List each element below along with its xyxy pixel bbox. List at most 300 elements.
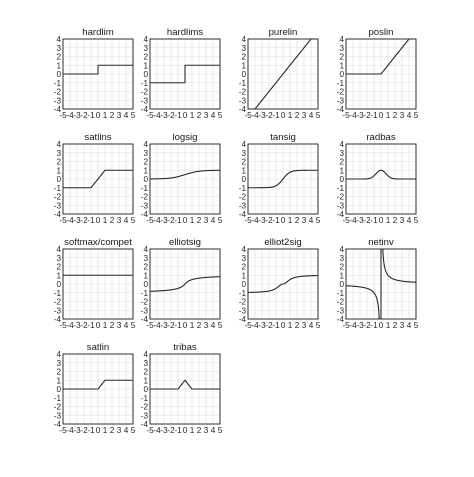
x-tick-label: 3 — [116, 426, 122, 435]
panel-title: logsig — [172, 132, 198, 143]
y-tick-label: -2 — [53, 87, 61, 97]
x-tick-label: 3 — [116, 111, 122, 120]
x-tick-label: 0 — [280, 111, 286, 120]
x-tick-label: 0 — [95, 426, 101, 435]
x-tick-label: -4 — [66, 111, 74, 120]
y-tick-label: -4 — [140, 420, 148, 429]
x-tick-label: -5 — [244, 321, 252, 330]
y-tick-label: -3 — [238, 201, 246, 211]
x-tick-label: -3 — [356, 321, 364, 330]
x-tick-label: -4 — [153, 426, 161, 435]
y-tick-label: 1 — [143, 271, 148, 281]
y-tick-label: 0 — [339, 175, 344, 184]
x-tick-label: 5 — [217, 321, 223, 330]
x-tick-label: -2 — [363, 321, 371, 330]
x-tick-label: -3 — [160, 321, 168, 330]
y-tick-label: -3 — [336, 201, 344, 211]
x-tick-label: -5 — [146, 321, 154, 330]
y-tick-label: -4 — [140, 210, 148, 219]
x-tick-label: -1 — [174, 216, 182, 225]
x-tick-label: 5 — [130, 111, 136, 120]
x-tick-label: 1 — [287, 216, 293, 225]
y-tick-label: 3 — [143, 358, 148, 368]
x-tick-label: 1 — [102, 216, 108, 225]
y-tick-label: 2 — [143, 157, 148, 167]
y-tick-label: -3 — [336, 306, 344, 316]
y-tick-label: 0 — [56, 175, 61, 184]
x-tick-label: 0 — [182, 426, 188, 435]
x-tick-label: -2 — [167, 111, 175, 120]
subplot-poslin — [337, 27, 419, 120]
x-tick-label: -2 — [167, 426, 175, 435]
x-tick-label: -2 — [363, 216, 371, 225]
x-tick-label: 5 — [130, 216, 136, 225]
x-tick-label: -1 — [272, 321, 280, 330]
x-tick-label: 2 — [196, 321, 202, 330]
y-tick-label: 1 — [339, 271, 344, 281]
x-tick-label: 5 — [130, 426, 136, 435]
x-tick-label: 4 — [406, 216, 412, 225]
x-tick-label: -3 — [160, 426, 168, 435]
x-tick-label: -5 — [244, 216, 252, 225]
panel-title: softmax/compet — [64, 237, 132, 248]
y-tick-label: 3 — [143, 43, 148, 53]
x-tick-label: 2 — [109, 111, 115, 120]
y-tick-label: -3 — [140, 411, 148, 421]
x-tick-label: 3 — [301, 111, 307, 120]
subplot-netinv — [337, 237, 419, 330]
x-tick-label: -5 — [342, 321, 350, 330]
y-tick-label: 3 — [339, 148, 344, 158]
y-tick-label: -1 — [238, 78, 246, 88]
x-tick-label: 4 — [210, 426, 216, 435]
x-tick-label: 1 — [102, 426, 108, 435]
y-tick-label: 2 — [339, 262, 344, 272]
subplot-tansig — [239, 132, 321, 225]
x-tick-label: 1 — [385, 321, 391, 330]
subplot-elliotsig — [141, 237, 223, 330]
y-tick-label: -2 — [336, 297, 344, 307]
y-tick-label: -3 — [53, 411, 61, 421]
x-tick-label: -1 — [87, 426, 95, 435]
y-tick-label: 2 — [241, 157, 246, 167]
y-tick-label: -4 — [53, 105, 61, 114]
x-tick-label: 4 — [406, 321, 412, 330]
x-tick-label: -2 — [265, 321, 273, 330]
y-tick-label: 4 — [56, 35, 61, 44]
y-tick-label: 3 — [339, 43, 344, 53]
y-tick-label: -4 — [140, 315, 148, 324]
x-tick-label: -2 — [80, 216, 88, 225]
x-tick-label: -3 — [73, 111, 81, 120]
x-tick-label: 2 — [196, 216, 202, 225]
x-tick-label: -4 — [349, 321, 357, 330]
x-tick-label: 4 — [308, 321, 314, 330]
panel-title: elliot2sig — [264, 237, 302, 248]
y-tick-label: 4 — [241, 245, 246, 254]
x-tick-label: -1 — [174, 111, 182, 120]
y-tick-label: 1 — [339, 166, 344, 176]
x-tick-label: 3 — [116, 216, 122, 225]
x-tick-label: -4 — [66, 426, 74, 435]
y-tick-label: 2 — [56, 262, 61, 272]
y-tick-label: 3 — [56, 358, 61, 368]
panel-title: radbas — [366, 132, 396, 143]
y-tick-label: 2 — [241, 262, 246, 272]
x-tick-label: -2 — [265, 216, 273, 225]
y-tick-label: -2 — [140, 402, 148, 412]
y-tick-label: 3 — [143, 253, 148, 263]
y-tick-label: 1 — [143, 376, 148, 386]
x-tick-label: 5 — [217, 216, 223, 225]
x-tick-label: -1 — [174, 426, 182, 435]
x-tick-label: 4 — [210, 216, 216, 225]
y-tick-label: 0 — [143, 70, 148, 79]
x-tick-label: 1 — [287, 111, 293, 120]
x-tick-label: 5 — [130, 321, 136, 330]
x-tick-label: -1 — [87, 216, 95, 225]
y-tick-label: -4 — [140, 105, 148, 114]
y-tick-label: 1 — [241, 166, 246, 176]
x-tick-label: -2 — [80, 321, 88, 330]
x-tick-label: 0 — [95, 321, 101, 330]
y-tick-label: -2 — [140, 192, 148, 202]
y-tick-label: -4 — [238, 315, 246, 324]
x-tick-label: -3 — [356, 111, 364, 120]
y-tick-label: 0 — [56, 70, 61, 79]
x-tick-label: -4 — [251, 216, 259, 225]
x-tick-label: -4 — [251, 111, 259, 120]
x-tick-label: -2 — [363, 111, 371, 120]
subplot-logsig — [141, 132, 223, 225]
y-tick-label: -1 — [53, 288, 61, 298]
y-tick-label: -2 — [140, 87, 148, 97]
x-tick-label: -5 — [342, 111, 350, 120]
x-tick-label: 5 — [413, 111, 419, 120]
panel-title: tansig — [270, 132, 296, 143]
y-tick-label: -1 — [336, 78, 344, 88]
x-tick-label: -3 — [160, 216, 168, 225]
subplot-radbas — [337, 132, 419, 225]
y-tick-label: -3 — [53, 201, 61, 211]
x-tick-label: 3 — [203, 111, 209, 120]
x-tick-label: 3 — [301, 321, 307, 330]
x-tick-label: 1 — [287, 321, 293, 330]
subplot-softmax — [54, 237, 136, 330]
x-tick-label: 2 — [109, 216, 115, 225]
y-tick-label: 4 — [339, 35, 344, 44]
x-tick-label: 3 — [203, 321, 209, 330]
y-tick-label: 1 — [56, 376, 61, 386]
x-tick-label: 5 — [315, 111, 321, 120]
x-tick-label: -4 — [153, 216, 161, 225]
x-tick-label: -2 — [167, 321, 175, 330]
y-tick-label: 2 — [339, 157, 344, 167]
x-tick-label: -2 — [167, 216, 175, 225]
x-tick-label: -2 — [265, 111, 273, 120]
y-tick-label: 1 — [339, 61, 344, 71]
y-tick-label: 4 — [56, 245, 61, 254]
x-tick-label: -3 — [73, 321, 81, 330]
subplot-purelin — [239, 27, 321, 120]
x-tick-label: 3 — [399, 321, 405, 330]
y-tick-label: -1 — [53, 393, 61, 403]
panel-title: purelin — [268, 27, 298, 38]
x-tick-label: 0 — [95, 111, 101, 120]
x-tick-label: -3 — [356, 216, 364, 225]
x-tick-label: 3 — [301, 216, 307, 225]
y-tick-label: 1 — [143, 166, 148, 176]
subplot-hardlims — [141, 27, 223, 120]
x-tick-label: 3 — [116, 321, 122, 330]
panel-title: hardlim — [82, 27, 114, 38]
x-tick-label: 4 — [210, 111, 216, 120]
x-tick-label: 4 — [123, 426, 129, 435]
x-tick-label: 1 — [189, 426, 195, 435]
y-tick-label: -4 — [336, 210, 344, 219]
y-tick-label: 2 — [56, 157, 61, 167]
y-tick-label: 1 — [143, 61, 148, 71]
subplot-tribas — [141, 342, 223, 435]
x-tick-label: 2 — [392, 111, 398, 120]
y-tick-label: -2 — [238, 87, 246, 97]
x-tick-label: 2 — [392, 321, 398, 330]
x-tick-label: 2 — [196, 426, 202, 435]
x-tick-label: -2 — [80, 426, 88, 435]
y-tick-label: 2 — [339, 52, 344, 62]
x-tick-label: 0 — [280, 216, 286, 225]
x-tick-label: -4 — [251, 321, 259, 330]
x-tick-label: 5 — [217, 426, 223, 435]
x-tick-label: -1 — [174, 321, 182, 330]
y-tick-label: 2 — [143, 52, 148, 62]
y-tick-label: -2 — [336, 192, 344, 202]
x-tick-label: -3 — [73, 426, 81, 435]
y-tick-label: 2 — [241, 52, 246, 62]
y-tick-label: -3 — [336, 96, 344, 106]
y-tick-label: 4 — [143, 140, 148, 149]
x-tick-label: -1 — [370, 111, 378, 120]
y-tick-label: 0 — [143, 280, 148, 289]
x-tick-label: -4 — [66, 216, 74, 225]
y-tick-label: 4 — [339, 140, 344, 149]
y-tick-label: -2 — [336, 87, 344, 97]
y-tick-label: -1 — [140, 78, 148, 88]
y-tick-label: -3 — [53, 96, 61, 106]
x-tick-label: 0 — [378, 321, 384, 330]
y-tick-label: 3 — [339, 253, 344, 263]
y-tick-label: 3 — [241, 148, 246, 158]
y-tick-label: 4 — [143, 245, 148, 254]
x-tick-label: 4 — [308, 216, 314, 225]
y-tick-label: 0 — [339, 70, 344, 79]
y-tick-label: -4 — [336, 105, 344, 114]
y-tick-label: 2 — [143, 262, 148, 272]
y-tick-label: 4 — [56, 140, 61, 149]
x-tick-label: 1 — [189, 321, 195, 330]
x-tick-label: -5 — [244, 111, 252, 120]
y-tick-label: 1 — [56, 166, 61, 176]
x-tick-label: -5 — [59, 426, 67, 435]
y-tick-label: -2 — [238, 192, 246, 202]
x-tick-label: 0 — [378, 216, 384, 225]
x-tick-label: 4 — [123, 111, 129, 120]
x-tick-label: -5 — [59, 111, 67, 120]
x-tick-label: 2 — [294, 216, 300, 225]
y-tick-label: -2 — [53, 402, 61, 412]
panel-title: netinv — [368, 237, 394, 248]
y-tick-label: -1 — [140, 183, 148, 193]
y-tick-label: -3 — [140, 96, 148, 106]
y-tick-label: 3 — [143, 148, 148, 158]
x-tick-label: 1 — [102, 111, 108, 120]
x-tick-label: -3 — [258, 216, 266, 225]
x-tick-label: -4 — [349, 111, 357, 120]
subplot-satlin — [54, 342, 136, 435]
y-tick-label: -2 — [238, 297, 246, 307]
x-tick-label: -5 — [59, 321, 67, 330]
x-tick-label: 1 — [385, 216, 391, 225]
y-tick-label: -2 — [53, 297, 61, 307]
x-tick-label: 2 — [196, 111, 202, 120]
y-tick-label: -1 — [238, 183, 246, 193]
x-tick-label: -3 — [258, 111, 266, 120]
x-tick-label: 5 — [315, 321, 321, 330]
y-tick-label: -1 — [336, 288, 344, 298]
y-tick-label: -2 — [140, 297, 148, 307]
x-tick-label: 1 — [385, 111, 391, 120]
y-tick-label: 1 — [56, 61, 61, 71]
x-tick-label: 4 — [123, 216, 129, 225]
y-tick-label: 4 — [56, 350, 61, 359]
y-tick-label: 2 — [56, 52, 61, 62]
x-tick-label: -1 — [87, 111, 95, 120]
y-tick-label: 3 — [241, 43, 246, 53]
x-tick-label: -2 — [80, 111, 88, 120]
y-tick-label: 2 — [143, 367, 148, 377]
panel-title: hardlims — [166, 27, 204, 38]
y-tick-label: -4 — [238, 210, 246, 219]
y-tick-label: 0 — [143, 385, 148, 394]
y-tick-label: 0 — [339, 280, 344, 289]
x-tick-label: 2 — [294, 321, 300, 330]
subplot-hardlim — [54, 27, 136, 120]
y-tick-label: 0 — [143, 175, 148, 184]
y-tick-label: -1 — [53, 78, 61, 88]
x-tick-label: 3 — [203, 216, 209, 225]
x-tick-label: -5 — [146, 216, 154, 225]
subplot-elliot2sig — [239, 237, 321, 330]
y-tick-label: 0 — [56, 385, 61, 394]
x-tick-label: 0 — [95, 216, 101, 225]
x-tick-label: -4 — [153, 111, 161, 120]
y-tick-label: -4 — [53, 420, 61, 429]
x-tick-label: -1 — [370, 321, 378, 330]
x-tick-label: 0 — [182, 111, 188, 120]
x-tick-label: 3 — [399, 216, 405, 225]
x-tick-label: 2 — [294, 111, 300, 120]
y-tick-label: 3 — [241, 253, 246, 263]
x-tick-label: 4 — [210, 321, 216, 330]
x-tick-label: 0 — [182, 216, 188, 225]
y-tick-label: -1 — [53, 183, 61, 193]
y-tick-label: 3 — [56, 253, 61, 263]
y-tick-label: -1 — [238, 288, 246, 298]
x-tick-label: -5 — [59, 216, 67, 225]
x-tick-label: 0 — [378, 111, 384, 120]
panel-title: poslin — [368, 27, 394, 38]
y-tick-label: 0 — [56, 280, 61, 289]
x-tick-label: 5 — [217, 111, 223, 120]
y-tick-label: 1 — [241, 271, 246, 281]
x-tick-label: -4 — [66, 321, 74, 330]
x-tick-label: 4 — [123, 321, 129, 330]
y-tick-label: 0 — [241, 280, 246, 289]
x-tick-label: 4 — [406, 111, 412, 120]
x-tick-label: 2 — [109, 426, 115, 435]
x-tick-label: -1 — [272, 111, 280, 120]
x-tick-label: 4 — [308, 111, 314, 120]
y-tick-label: 4 — [241, 35, 246, 44]
x-tick-label: 5 — [315, 216, 321, 225]
x-tick-label: -3 — [258, 321, 266, 330]
panel-title: satlins — [84, 132, 112, 143]
panel-title: tribas — [173, 342, 197, 353]
panel-title: satlin — [86, 342, 110, 353]
y-tick-label: 3 — [56, 43, 61, 53]
x-tick-label: -4 — [153, 321, 161, 330]
x-tick-label: 0 — [280, 321, 286, 330]
x-tick-label: 5 — [413, 216, 419, 225]
x-tick-label: -5 — [342, 216, 350, 225]
x-tick-label: -1 — [272, 216, 280, 225]
x-tick-label: 3 — [399, 111, 405, 120]
x-tick-label: -1 — [370, 216, 378, 225]
x-tick-label: -3 — [73, 216, 81, 225]
y-tick-label: 4 — [241, 140, 246, 149]
y-tick-label: 4 — [339, 245, 344, 254]
y-tick-label: 0 — [241, 175, 246, 184]
x-tick-label: 2 — [392, 216, 398, 225]
y-tick-label: 1 — [56, 271, 61, 281]
x-tick-label: -5 — [146, 111, 154, 120]
y-tick-label: -1 — [336, 183, 344, 193]
x-tick-label: 1 — [189, 111, 195, 120]
y-tick-label: -2 — [53, 192, 61, 202]
y-tick-label: 4 — [143, 350, 148, 359]
y-tick-label: -4 — [336, 315, 344, 324]
y-tick-label: -4 — [53, 210, 61, 219]
y-tick-label: -1 — [140, 288, 148, 298]
subplot-satlins — [54, 132, 136, 225]
y-tick-label: 2 — [56, 367, 61, 377]
y-tick-label: 0 — [241, 70, 246, 79]
y-tick-label: -3 — [53, 306, 61, 316]
x-tick-label: 2 — [109, 321, 115, 330]
x-tick-label: 0 — [182, 321, 188, 330]
x-tick-label: -5 — [146, 426, 154, 435]
panel-title: elliotsig — [169, 237, 201, 248]
y-tick-label: -3 — [238, 96, 246, 106]
x-tick-label: 1 — [189, 216, 195, 225]
y-tick-label: -4 — [53, 315, 61, 324]
x-tick-label: -1 — [87, 321, 95, 330]
y-tick-label: -1 — [140, 393, 148, 403]
y-tick-label: -3 — [140, 306, 148, 316]
y-tick-label: 1 — [241, 61, 246, 71]
y-tick-label: -4 — [238, 105, 246, 114]
x-tick-label: 1 — [102, 321, 108, 330]
